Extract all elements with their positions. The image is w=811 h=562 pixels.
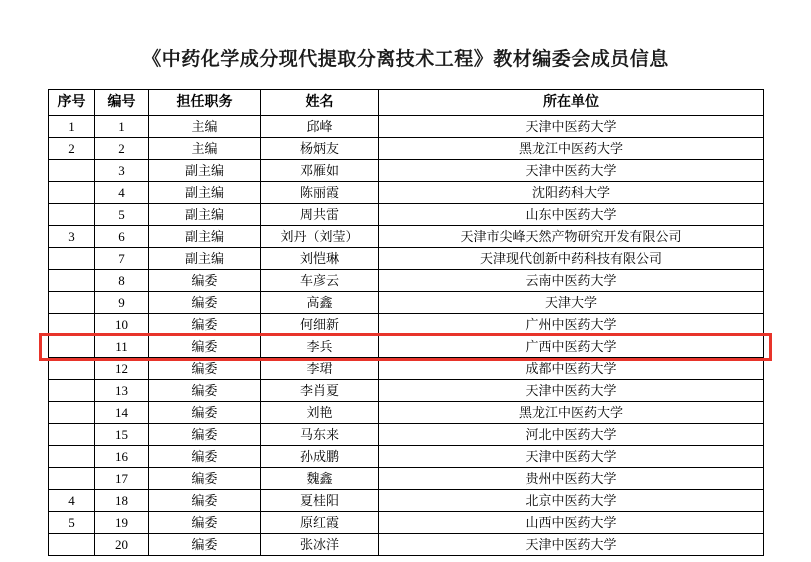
table-row [49, 380, 764, 402]
cell-role: 编委 [149, 270, 261, 292]
cell-role: 副主编 [149, 182, 261, 204]
cell-org: 天津中医药大学 [379, 534, 764, 556]
cell-num: 14 [95, 402, 149, 424]
table-container [48, 89, 763, 556]
cell-name: 刘恺琳 [261, 248, 379, 270]
cell-role: 编委 [149, 292, 261, 314]
cell-seq: 3 [49, 226, 95, 248]
cell-num: 13 [95, 380, 149, 402]
cell-org: 天津现代创新中药科技有限公司 [379, 248, 764, 270]
cell-num: 16 [95, 446, 149, 468]
cell-num: 15 [95, 424, 149, 446]
table-row [49, 226, 764, 248]
table-body [49, 116, 764, 556]
table-row [49, 182, 764, 204]
cell-seq [49, 314, 95, 336]
cell-seq [49, 402, 95, 424]
cell-seq: 4 [49, 490, 95, 512]
cell-org: 山东中医药大学 [379, 204, 764, 226]
cell-name: 邱峰 [261, 116, 379, 138]
cell-org: 北京中医药大学 [379, 490, 764, 512]
cell-seq: 1 [49, 116, 95, 138]
cell-role: 副主编 [149, 248, 261, 270]
cell-org: 天津市尖峰天然产物研究开发有限公司 [379, 226, 764, 248]
cell-role: 编委 [149, 380, 261, 402]
cell-org: 广西中医药大学 [379, 336, 764, 358]
cell-role: 编委 [149, 424, 261, 446]
cell-num: 1 [95, 116, 149, 138]
cell-org: 黑龙江中医药大学 [379, 138, 764, 160]
cell-name: 高鑫 [261, 292, 379, 314]
column-header-name: 姓名 [261, 90, 379, 116]
cell-role: 主编 [149, 116, 261, 138]
cell-role: 编委 [149, 512, 261, 534]
cell-seq: 2 [49, 138, 95, 160]
cell-seq [49, 446, 95, 468]
column-header-org: 所在单位 [379, 90, 764, 116]
cell-role: 主编 [149, 138, 261, 160]
cell-org: 广州中医药大学 [379, 314, 764, 336]
cell-org: 天津中医药大学 [379, 446, 764, 468]
cell-role: 编委 [149, 534, 261, 556]
cell-name: 李兵 [261, 336, 379, 358]
cell-name: 车彦云 [261, 270, 379, 292]
cell-num: 17 [95, 468, 149, 490]
cell-name: 马东来 [261, 424, 379, 446]
table-row [49, 534, 764, 556]
cell-role: 编委 [149, 446, 261, 468]
table-row [49, 336, 764, 358]
cell-seq [49, 336, 95, 358]
cell-seq [49, 358, 95, 380]
table-row [49, 490, 764, 512]
cell-num: 10 [95, 314, 149, 336]
table-row [49, 446, 764, 468]
cell-num: 19 [95, 512, 149, 534]
table-row [49, 402, 764, 424]
cell-num: 3 [95, 160, 149, 182]
cell-name: 刘艳 [261, 402, 379, 424]
cell-seq [49, 182, 95, 204]
cell-role: 编委 [149, 336, 261, 358]
cell-name: 李珺 [261, 358, 379, 380]
cell-org: 云南中医药大学 [379, 270, 764, 292]
cell-seq [49, 270, 95, 292]
column-header-role: 担任职务 [149, 90, 261, 116]
cell-role: 副主编 [149, 204, 261, 226]
cell-role: 编委 [149, 402, 261, 424]
cell-num: 2 [95, 138, 149, 160]
cell-org: 沈阳药科大学 [379, 182, 764, 204]
cell-num: 12 [95, 358, 149, 380]
editorial-board-table [48, 89, 764, 556]
cell-org: 成都中医药大学 [379, 358, 764, 380]
table-row [49, 468, 764, 490]
cell-role: 副主编 [149, 226, 261, 248]
cell-org: 天津中医药大学 [379, 116, 764, 138]
cell-org: 贵州中医药大学 [379, 468, 764, 490]
table-row [49, 138, 764, 160]
table-row [49, 424, 764, 446]
cell-seq [49, 380, 95, 402]
table-row [49, 160, 764, 182]
cell-name: 周共雷 [261, 204, 379, 226]
column-header-num: 编号 [95, 90, 149, 116]
cell-num: 18 [95, 490, 149, 512]
cell-num: 7 [95, 248, 149, 270]
cell-org: 天津大学 [379, 292, 764, 314]
cell-name: 邓雁如 [261, 160, 379, 182]
cell-num: 9 [95, 292, 149, 314]
table-header [49, 90, 764, 116]
table-row [49, 314, 764, 336]
table-row [49, 358, 764, 380]
cell-seq [49, 160, 95, 182]
table-row [49, 204, 764, 226]
cell-role: 编委 [149, 490, 261, 512]
cell-num: 20 [95, 534, 149, 556]
cell-name: 李肖夏 [261, 380, 379, 402]
cell-role: 副主编 [149, 160, 261, 182]
cell-name: 原红霞 [261, 512, 379, 534]
column-header-seq: 序号 [49, 90, 95, 116]
cell-num: 5 [95, 204, 149, 226]
cell-seq [49, 248, 95, 270]
cell-org: 天津中医药大学 [379, 160, 764, 182]
cell-role: 编委 [149, 314, 261, 336]
cell-num: 8 [95, 270, 149, 292]
cell-org: 黑龙江中医药大学 [379, 402, 764, 424]
cell-name: 杨炳友 [261, 138, 379, 160]
cell-num: 11 [95, 336, 149, 358]
cell-seq [49, 468, 95, 490]
table-row [49, 292, 764, 314]
cell-seq [49, 204, 95, 226]
cell-role: 编委 [149, 468, 261, 490]
cell-seq [49, 292, 95, 314]
cell-name: 夏桂阳 [261, 490, 379, 512]
cell-name: 刘丹（刘莹） [261, 226, 379, 248]
table-row [49, 512, 764, 534]
cell-name: 何细新 [261, 314, 379, 336]
cell-name: 张冰洋 [261, 534, 379, 556]
cell-seq [49, 534, 95, 556]
cell-seq: 5 [49, 512, 95, 534]
cell-name: 魏鑫 [261, 468, 379, 490]
cell-num: 6 [95, 226, 149, 248]
table-header-row [49, 90, 764, 116]
cell-name: 孙成鹏 [261, 446, 379, 468]
table-row [49, 270, 764, 292]
table-row [49, 248, 764, 270]
cell-num: 4 [95, 182, 149, 204]
cell-role: 编委 [149, 358, 261, 380]
cell-org: 天津中医药大学 [379, 380, 764, 402]
page-title: 《中药化学成分现代提取分离技术工程》教材编委会成员信息 [142, 49, 669, 70]
cell-name: 陈丽霞 [261, 182, 379, 204]
cell-seq [49, 424, 95, 446]
cell-org: 河北中医药大学 [379, 424, 764, 446]
table-row [49, 116, 764, 138]
cell-org: 山西中医药大学 [379, 512, 764, 534]
